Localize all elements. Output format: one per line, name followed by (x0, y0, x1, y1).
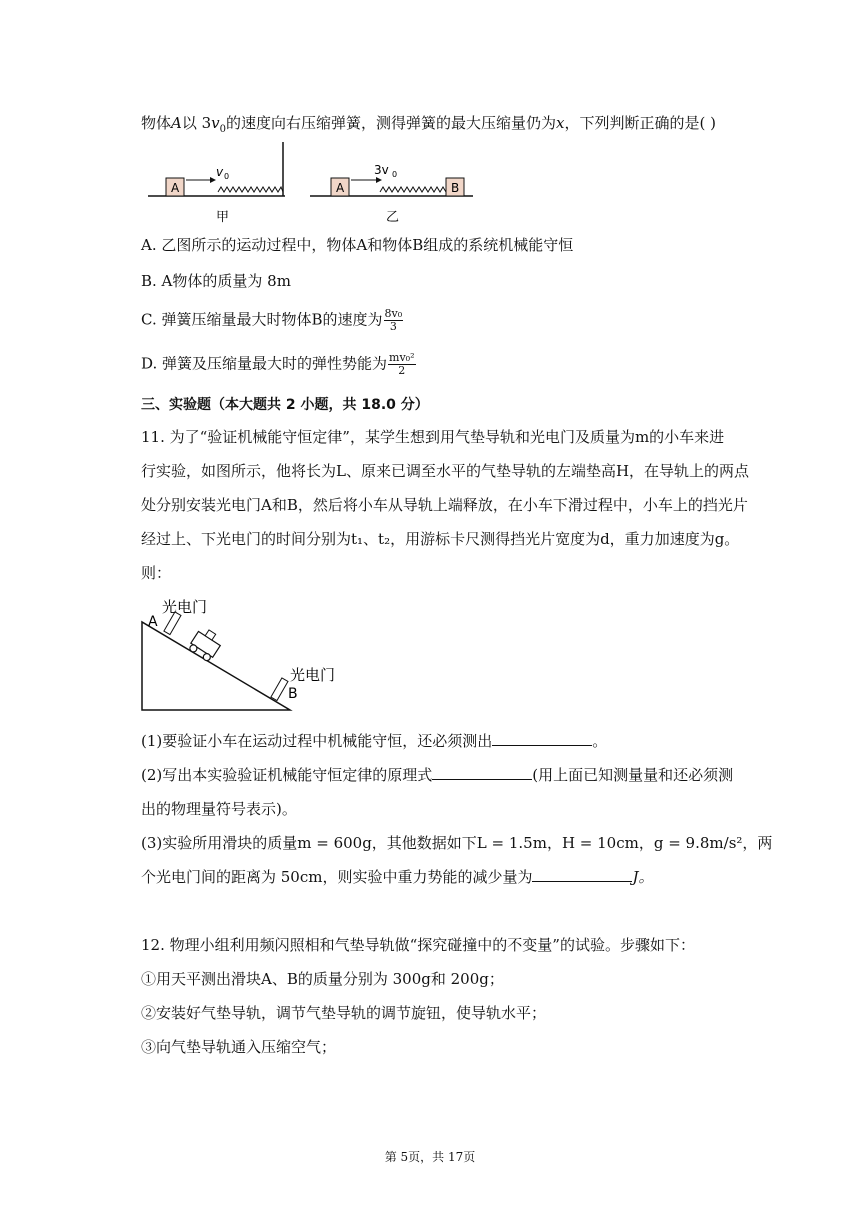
q12-step-3: ③向气垫导轨通入压缩空气； (141, 1038, 337, 1056)
spring-jia (218, 187, 283, 192)
option-d (141, 352, 416, 377)
intro-line (141, 112, 716, 141)
q11-sub2 (141, 764, 733, 786)
cart-icon (187, 626, 224, 663)
sub1-text: (1)要验证小车在运动过程中机械能守恒，还必须测出 (141, 732, 493, 750)
incline-diagram (138, 594, 368, 716)
fraction-d (388, 352, 415, 377)
var-x: x (556, 114, 565, 132)
label-jia: 甲 (216, 210, 230, 225)
q12-line-1: 12. 物理小组利用频闪照相和气垫导轨做“探究碰撞中的不变量”的试验。步骤如下： (141, 936, 695, 954)
intro-text: ，下列判断正确的是( ) (564, 114, 716, 132)
v3-sub: 0 (392, 170, 398, 179)
q11-sub1 (141, 730, 607, 752)
spring-yi (380, 187, 446, 192)
answer-blank[interactable] (492, 730, 592, 746)
q11-line-3: 处分别安装光电门A和B，然后将小车从导轨上端释放，在小车下滑过程中，小车上的挡光片 (141, 496, 748, 514)
spring-diagram (140, 140, 480, 230)
block-a-label: A (171, 181, 180, 195)
sub3-text: J。 (632, 868, 654, 886)
q11-line-5: 则： (141, 564, 172, 582)
q12-step-2: ②安装好气垫导轨，调节气垫导轨的调节旋钮，使导轨水平； (141, 1004, 547, 1022)
photogate-b (271, 678, 288, 701)
gate-b-letter: B (288, 686, 298, 702)
option-d-text: D. 弹簧及压缩量最大时的弹性势能为 (141, 354, 388, 373)
q11-sub3-line2 (141, 866, 654, 888)
block-b-label: B (451, 181, 460, 195)
v3-label: 3v (374, 163, 389, 177)
q11-line-1: 11. 为了“验证机械能守恒定律”，某学生想到用气垫导轨和光电门及质量为m的小车来进 (141, 428, 725, 446)
v0-sub: 0 (224, 172, 230, 181)
q11-line-4: 经过上、下光电门的时间分别为t₁、t₂，用游标卡尺测得挡光片宽度为d，重力加速度为g。 (141, 530, 740, 548)
option-c (141, 308, 403, 333)
option-c-text: C. 弹簧压缩量最大时物体B的速度为 (141, 310, 383, 329)
fraction-numerator: 8v₀ (384, 307, 403, 320)
intro-text: 的速度向右压缩弹簧，测得弹簧的最大压缩量仍为 (226, 114, 557, 132)
intro-text: 以 3 (181, 114, 212, 132)
fraction-numerator: mv₀² (389, 351, 415, 364)
v0-label: v (216, 165, 224, 179)
photogate-a-label: 光电门 (162, 598, 208, 616)
answer-blank[interactable] (432, 764, 532, 780)
q11-line-2: 行实验，如图所示，他将长为L、原来已调至水平的气垫导轨的左端垫高H，在导轨上的两点 (141, 462, 750, 480)
block-a-label: A (336, 181, 345, 195)
sub1-text: 。 (592, 732, 608, 750)
sub2-text: (2)写出本实验验证机械能守恒定律的原理式 (141, 766, 433, 784)
subscript: 0 (219, 124, 227, 135)
fraction-denominator: 2 (398, 364, 406, 377)
sub2-text: (用上面已知测量量和还必须测 (532, 766, 734, 784)
option-b: B. A物体的质量为 8m (141, 272, 291, 290)
var-a: A (171, 114, 182, 132)
intro-text: 物体 (141, 114, 172, 132)
page-footer: 第 5页，共 17页 (384, 1150, 476, 1164)
answer-blank[interactable] (532, 866, 632, 882)
gate-a-letter: A (148, 614, 158, 630)
q11-sub2-line2: 出的物理量符号表示)。 (141, 800, 297, 818)
q11-sub3-line1: (3)实验所用滑块的质量m = 600g，其他数据如下L = 1.5m，H = 10cm，g = 9.8m/s²，两 (141, 834, 773, 852)
fraction-denominator: 3 (389, 320, 397, 333)
photogate-b-label: 光电门 (290, 666, 336, 684)
option-a: A. 乙图所示的运动过程中，物体A和物体B组成的系统机械能守恒 (141, 236, 574, 254)
section-heading: 三、实验题（本大题共 2 小题，共 18.0 分） (141, 397, 429, 413)
q12-step-1: ①用天平测出滑块A、B的质量分别为 300g和 200g； (141, 970, 504, 988)
sub3-text: 个光电门间的距离为 50cm，则实验中重力势能的减少量为 (141, 868, 533, 886)
fraction-c (384, 308, 404, 333)
label-yi: 乙 (386, 210, 400, 225)
var-v: v (211, 114, 220, 132)
